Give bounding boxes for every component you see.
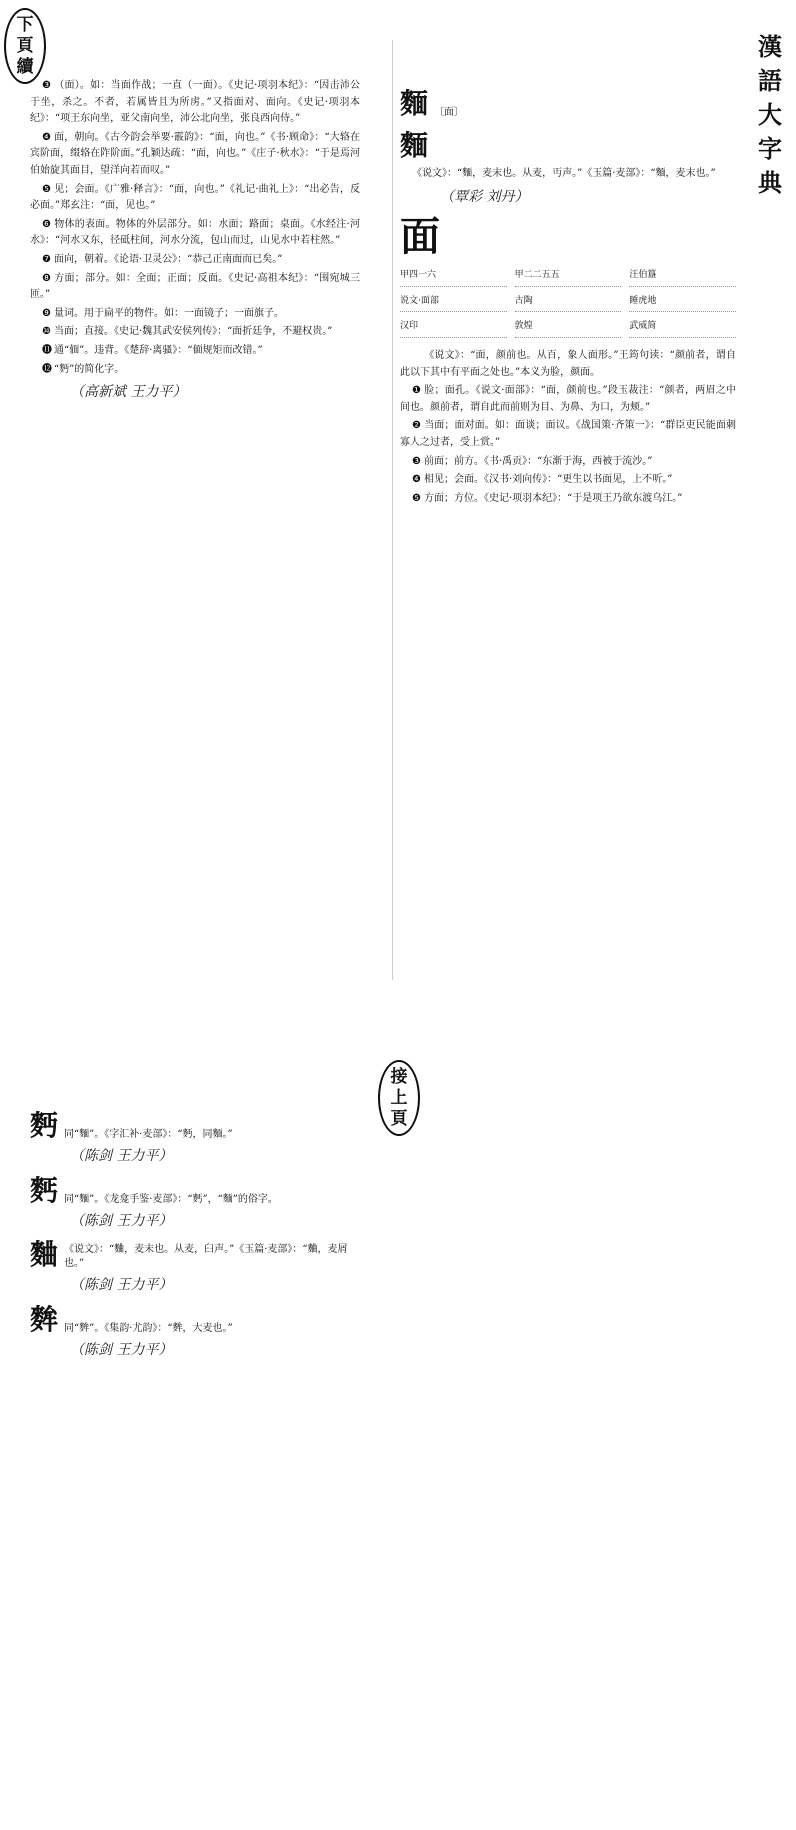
form-source-label: 睡虎地 xyxy=(629,293,736,313)
definition-paragraph: 《说文》：“面，颜前也。从百，象人面形。”王筠句读：“颜前者，谓自此以下其中有平面之处也。”本义为脸，颜面。 xyxy=(400,349,736,378)
entry-head xyxy=(30,1110,360,1142)
spine-char: 漢 xyxy=(758,32,782,61)
editor-signature: （陈剑 王力平） xyxy=(70,1341,173,1358)
right-column xyxy=(400,78,736,509)
main-headword-char: 面 xyxy=(400,213,440,261)
headword-char: 麵 xyxy=(400,87,429,120)
spine-char: 語 xyxy=(758,66,782,95)
entry-text: 《说文》：“麯，麦末也。从麦，𦥑声。”《玉篇·麦部》：“麯，麦屑也。” xyxy=(64,1244,348,1270)
stamp-char: 頁 xyxy=(390,1108,408,1129)
continued-stamp-mid xyxy=(378,1060,420,1136)
definition-paragraph: ❶ 脸；面孔。《说文·面部》：“面，颜前也。”段玉裁注：“颜者，两眉之中间也。颜前者，谓自此而前则为目、为鼻、为口，为颊。” xyxy=(400,385,736,413)
entry xyxy=(30,1304,360,1359)
headword-row xyxy=(400,88,736,120)
entry-char: 麰 xyxy=(30,1302,59,1336)
definition-paragraph: ❼ 面向，朝着。《论语·卫灵公》：“恭己正南面而已矣。” xyxy=(42,253,283,265)
definition-paragraph: ❺ 方面；方位。《史记·项羽本纪》：“于是项王乃欲东渡乌江。” xyxy=(412,492,683,504)
lower-column xyxy=(30,1100,360,1368)
spine-char: 典 xyxy=(758,168,782,197)
definition-paragraph: ❿ 当面；直接。《史记·魏其武安侯列传》：“面折廷争，不避权贵。” xyxy=(42,326,333,338)
definition-paragraph: ❸ 前面；前方。《书·禹贡》：“东渐于海，西被于流沙。” xyxy=(412,455,653,467)
headword-row xyxy=(400,130,736,162)
entry-char: 麪 xyxy=(30,1109,59,1142)
editor-signature: （陈剑 王力平） xyxy=(70,1277,173,1294)
definition-paragraph: ❽ 方面；部分。如：全面；正面；反面。《史记·高祖本纪》：“围宛城三匝。” xyxy=(30,272,360,301)
stamp-char: 續 xyxy=(16,56,34,77)
entry xyxy=(30,1239,360,1294)
entry-text: 同“麵”。《龙龛手鉴·麦部》：“麫”，“麵”的俗字。 xyxy=(64,1193,278,1205)
definition-paragraph: ❹ 相见；会面。《汉书·刘向传》：“更生以书面见，上不听。” xyxy=(412,474,673,486)
form-source-label: 汉印 xyxy=(400,318,507,338)
character-forms-grid xyxy=(400,267,736,338)
definition-paragraph: ❹ 面，朝向。《古今韵会举要·霰韵》：“面，向也。”《书·顾命》：“大辂在宾阶面，缀辂在阼阶面。”孔颖达疏：“面，向也。”《庄子·秋水》：“于是焉河伯始旋其面目，望洋向若而叹。” xyxy=(30,131,360,176)
entry-head xyxy=(30,1304,360,1336)
entry-head xyxy=(30,1239,360,1271)
form-source-label: 敦煌 xyxy=(515,318,622,338)
entry-char: 麯 xyxy=(30,1238,59,1272)
stamp-char: 下 xyxy=(16,14,34,35)
continued-stamp-top xyxy=(4,8,46,84)
definition-paragraph: ❻ 物体的表面。物体的外层部分。如：水面；路面；桌面。《水经注·河水》：“河水又东，径砥柱间，河水分流，包山而过，山见水中若柱然。” xyxy=(30,218,360,247)
form-source-label: 武威简 xyxy=(629,318,736,338)
spine-char: 大 xyxy=(758,100,782,129)
left-column xyxy=(30,78,360,411)
headword-note: 〔面〕 xyxy=(434,107,465,118)
editor-signature: （高新斌 王力平） xyxy=(70,384,187,401)
form-source-label: 甲二二五五 xyxy=(515,267,622,287)
headword-intro: 《说文》：“麵，麦末也。从麦，丏声。”《玉篇·麦部》：“麵，麦末也。” xyxy=(412,168,716,179)
entry-head xyxy=(30,1175,360,1207)
column-divider xyxy=(392,40,393,980)
definition-paragraph: ❸ （面）。如：当面作战；一直（一面）。《史记·项羽本纪》：“因击沛公于坐，杀之。不者，若属皆且为所虏。”又指面对、面向。《史记·项羽本纪》：“项王东向坐，亚父南向坐，沛公北向坐，张良西向侍。” xyxy=(30,80,360,125)
form-source-label: 古陶 xyxy=(515,293,622,313)
editor-signature: （陈剑 王力平） xyxy=(70,1148,173,1164)
definition-paragraph: ❾ 量词。用于扁平的物件。如：一面镜子；一面旗子。 xyxy=(42,307,284,319)
form-source-label: 甲四一六 xyxy=(400,267,507,287)
dictionary-spine-title xyxy=(755,30,785,200)
form-source-label: 说文·面部 xyxy=(400,293,507,313)
entry-text: 同“麵”。《字汇补·麦部》：“麪，同麵。” xyxy=(64,1129,233,1140)
definition-paragraph: ⓬ “麪”的简化字。 xyxy=(42,363,125,375)
editor-signature: （陈剑 王力平） xyxy=(70,1212,173,1229)
definition-paragraph: ❺ 见；会面。《广雅·释言》：“面，向也。”《礼记·曲礼上》：“出必告，反必面。”郑玄注：“面，见也。” xyxy=(30,183,360,212)
stamp-char: 上 xyxy=(390,1087,408,1108)
stamp-char: 接 xyxy=(390,1066,408,1087)
definition-paragraph: ❷ 当面；面对面。如：面谈；面议。《战国策·齐策一》：“群臣吏民能面刺寡人之过者，受上赏。” xyxy=(400,420,736,448)
entry xyxy=(30,1110,360,1165)
definition-paragraph: ⓫ 通“偭”。违背。《楚辞·离骚》：“偭规矩而改错。” xyxy=(42,344,263,356)
entry-text: 同“麰”。《集韵·尤韵》：“麰，大麦也。” xyxy=(64,1322,233,1334)
entry xyxy=(30,1175,360,1230)
headword-char: 麵 xyxy=(400,129,429,162)
spine-char: 字 xyxy=(758,134,782,163)
entry-char: 麫 xyxy=(30,1173,59,1207)
stamp-char: 頁 xyxy=(16,35,34,56)
main-headword-row xyxy=(400,215,736,259)
form-source-label: 汪伯簋 xyxy=(629,267,736,287)
editor-signature: （覃彩 刘丹） xyxy=(440,188,529,205)
